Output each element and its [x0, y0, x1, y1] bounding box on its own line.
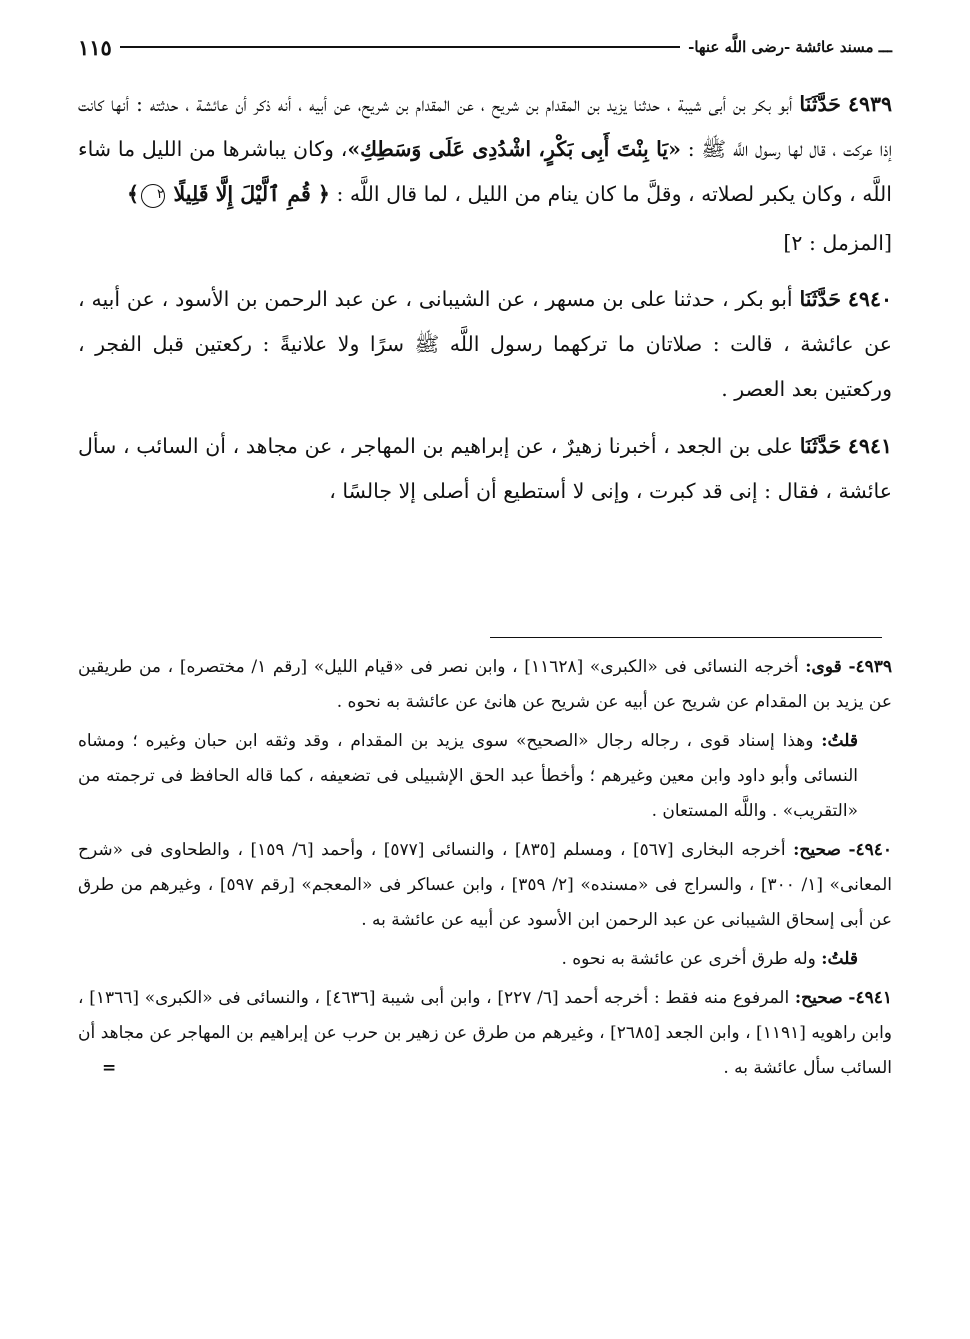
footnote-note — [78, 724, 892, 829]
hadith-quote: «يَا بِنْتَ أَبِى بَكْرٍ، اشْدُدِى عَلَى وَسَطِكِ» — [347, 137, 681, 161]
footnote-text: أخرجه النسائى فى «الكبرى» [١١٦٢٨] ، وابن نصر فى «قيام الليل» [رقم ١/ مختصره] ، من طريقين عن يزيد بن المقدام عن شريح عن أبيه عن شريح عن هانئ عن عائشة به نحوه . — [78, 657, 892, 712]
note-label: قلتُ: — [821, 731, 859, 751]
footnote-number: ٤٩٤٠- — [848, 840, 893, 860]
hadith-number: ٤٩٤٠ — [847, 287, 892, 311]
running-title: ـــ مسند عائشة -رضى اللَّه عنها- — [688, 38, 892, 56]
hadith-entry — [78, 82, 892, 217]
footnote — [78, 650, 892, 720]
hadith-number: ٤٩٣٩ — [847, 92, 892, 116]
page-number: ١١٥ — [78, 34, 112, 60]
footnote-text: المرفوع منه فقط : أخرجه أحمد [٦/ ٢٢٧] ، وابن أبى شيبة [٤٦٣٦] ، والنسائى فى «الكبرى» [١٣٦٦] ، وابن راهويه [١١٩١] ، وابن الجعد [٢٦٨٥] ، وغيرهم من طرق عن زهير بن حرب عن إبراهيم بن المهاجر عن مجاهد أن السائب سأل عائشة به . — [78, 988, 892, 1078]
footnote-text: أخرجه البخارى [٥٦٧] ، ومسلم [٨٣٥] ، والنسائى [٥٧٧] ، وأحمد [٦/ ١٥٩] ، والطحاوى فى «شرح المعانى» [١/ ٣٠٠] ، والسراج فى «مسنده» [٢/ ٣٥٩] ، وابن عساكر فى «المعجم» [رقم ٥٩٧] ، وغيرهم من طرق عن أبى إسحاق الشيبانى عن عبد الرحمن ابن الأسود عن أبيه عن عائشة به . — [78, 840, 892, 930]
hadith-entry — [78, 424, 892, 514]
hadith-lead: حَدَّثَنَا — [799, 434, 842, 458]
note-label: قلتُ: — [821, 949, 858, 969]
note-text: وله طرق أخرى عن عائشة به نحوه . — [561, 949, 816, 969]
footnote — [78, 833, 892, 938]
running-header — [78, 32, 892, 62]
continuation-mark: = — [102, 1058, 117, 1078]
footnote — [78, 981, 892, 1086]
footnote-grade: صحيح: — [794, 988, 843, 1008]
footnote-number: ٤٩٤١- — [848, 988, 893, 1008]
hadith-text: أبو بكر بن أبى شيبة ، حدثنا يزيد بن المقدام بن شريح ، عن المقدام بن شريح، عن أبيه ، أنه ذكر أن عائشة ، حدثته : أنها كانت إذا عركت ، قال لها رسول اللَّه ﷺ : — [78, 92, 892, 161]
footnote-grade: قوى: — [805, 657, 842, 677]
hadith-lead: حَدَّثَنَا — [799, 287, 842, 311]
verse-end-bracket: ﴾ — [127, 182, 140, 206]
hadith-number: ٤٩٤١ — [847, 434, 892, 458]
footnote-note — [78, 942, 892, 977]
hadith-lead: حَدَّثَنَا — [799, 92, 841, 116]
main-text — [78, 82, 892, 526]
hadith-text: أبو بكر ، حدثنا على بن مسهر ، عن الشيبانى ، عن عبد الرحمن بن الأسود ، عن أبيه ، عن عائشة ، قالت : صلاتان ما تركهما رسول اللَّه ﷺ سرًا ولا علانيةً : ركعتين قبل الفجر ، وركعتين بعد العصر . — [78, 287, 892, 401]
hadith-text: على بن الجعد ، أخبرنا زهيرٌ ، عن إبراهيم بن المهاجر ، عن مجاهد ، أن السائب ، سأل عائشة ، فقال : إنى قد كبرت ، وإنى لا أستطيع أن أصلى إلا جالسًا ، — [78, 434, 892, 503]
quran-verse: ﴿ قُمِ ٱلَّيْلَ إِلَّا قَلِيلًا — [173, 182, 330, 206]
footnote-number: ٤٩٣٩- — [848, 657, 893, 677]
verse-number-marker: ٢ — [141, 184, 165, 208]
hadith-entry — [78, 277, 892, 412]
footnote-separator — [490, 637, 882, 638]
hadith-text-continued: ، وكان يباشرها من الليل ما شاء اللَّه ، وكان يكبر لصلاته ، وقلَّ ما كان ينام من الليل ، لما قال اللَّه : — [78, 137, 892, 206]
note-text: وهذا إسناد قوى ، رجاله رجال «الصحيح» سوى يزيد بن المقدام ، وقد وثقه ابن حبان وغيره ؛ ومشاه النسائى وأبو داود وابن معين وغيرهم ؛ وأخطأ عبد الحق الإشبيلى فى تضعيفه ، كما قاله الحافظ فى ترجمته من «التقريب» . واللَّه المستعان . — [78, 731, 858, 821]
quran-reference: [المزمل : ٢] — [783, 231, 892, 255]
footnote-grade: صحيح: — [793, 840, 841, 860]
footnotes — [78, 650, 892, 1090]
header-rule — [120, 46, 680, 48]
